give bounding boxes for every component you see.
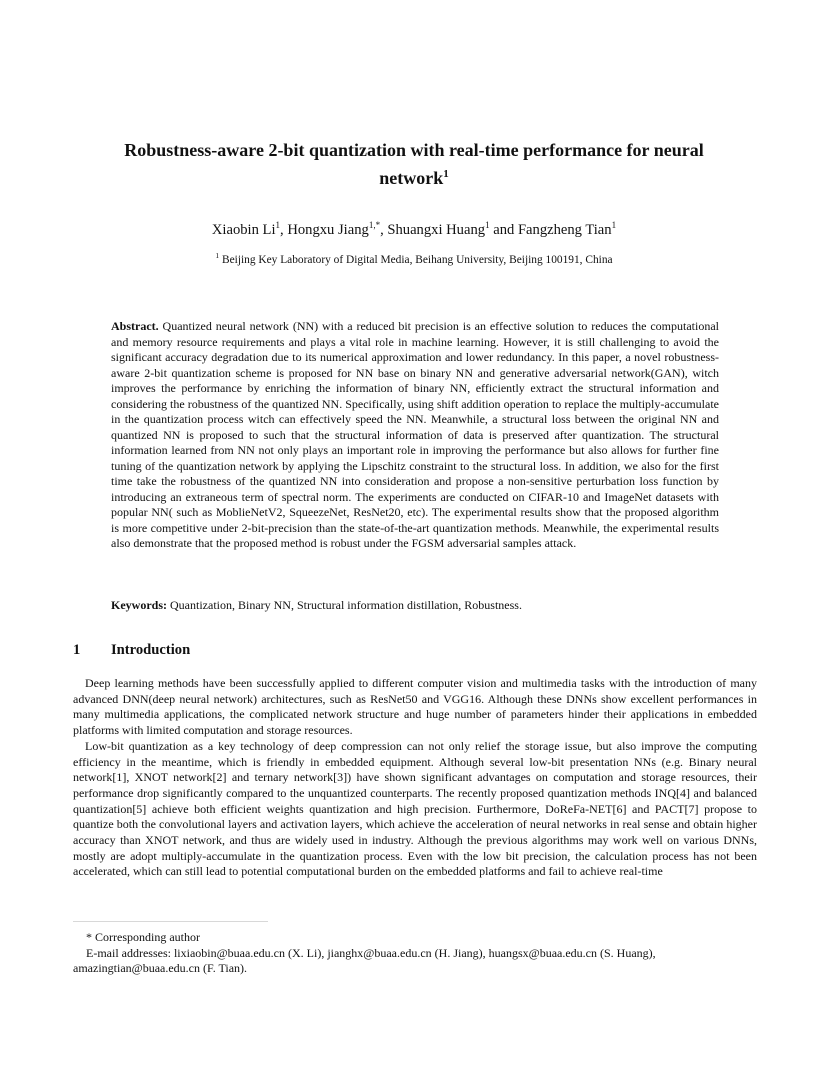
paragraph: Deep learning methods have been successfully applied to different computer vision and multimedia tasks with the introduction of many advanced DNN(deep neural network) architectures, such as ResNet50 and VGG16. Although these DNNs show excellent performances in many multimedia applications, the complicated network structure and huge number of parameters hinder their applications in embedded platforms with limited computation and storage resources.: [73, 676, 757, 738]
affiliation-mark: 1: [215, 251, 220, 260]
affiliation: [90, 248, 738, 268]
section-heading: [73, 640, 373, 660]
paragraph: Low-bit quantization as a key technology of deep compression can not only relief the storage issue, but also improve the computing efficiency in the meantime, which is friendly in embedded equipment. Although several low-bit presentation NNs (e.g. Binary neural network[1], XNOT network[2] and ternary network[3]) have shown significant advantages on computation and storage resources, their performance drop significantly compared to the unquantized counterparts. The recently proposed quantization methods INQ[4] and balanced quantization[5] achieve both efficient weights quantization and high precision. Furthermore, DoReFa-NET[6] and PACT[7] propose to quantize both the convolutional layers and activation layers, which achieve the acceleration of neural networks in real sense and obtain higher accuracy than XNOT network, and thus are widely used in industry. Although the previous algorithms may work well on various DNNs, mostly are adopt multiply-accumulate in the quantization process. Even with the low bit precision, the calculation process has not been accelerated, which can still lead to potential computational burden on the embedded platforms and fail to achieve real-time: [73, 738, 757, 879]
email-addresses-continued: amazingtian@buaa.edu.cn (F. Tian).: [73, 961, 248, 976]
corresponding-author-note: * Corresponding author: [86, 930, 200, 944]
section-title: Introduction: [111, 642, 191, 658]
abstract-label: Abstract.: [111, 319, 159, 333]
title-footnote-mark: 1: [443, 168, 449, 180]
footnotes: [73, 930, 757, 977]
keywords-text: Quantization, Binary NN, Structural information distillation, Robustness.: [170, 598, 522, 612]
title-text: Robustness-aware 2-bit quantization with real-time performance for neural network: [124, 140, 704, 188]
author: Hongxu Jiang$^{1,*}$,: [287, 220, 388, 238]
keywords: [111, 598, 719, 614]
affiliation-text: Beijing Key Laboratory of Digital Media, Beihang University, Beijing 100191, China: [222, 253, 613, 266]
author-list: [90, 215, 738, 240]
author: Shuangxi Huang$^1$ and: [387, 220, 518, 238]
author: Xiaobin Li$^1$,: [211, 220, 288, 238]
section-number: 1: [73, 642, 81, 658]
author: Fangzheng Tian$^1$: [517, 220, 617, 238]
abstract-text: Quantized neural network (NN) with a reduced bit precision is an effective solution to reduces the computational and memory resource requirements and plays a vital role in machine learning. However, it is still challenging to avoid the significant accuracy degradation due to its numerical approximation and lower redundancy. In this paper, a novel robustness-aware 2-bit quantization scheme is proposed for NN base on binary NN and generative adversarial network(GAN), witch improves the performance by enriching the information of binary NN, efficiently extract the structural information and considering the robustness of the quantized NN. Specifically, using shift addition operation to replace the multiply-accumulate in the quantization process witch can effectively speed the NN. Meanwhile, a structural loss between the original NN and quantized NN is proposed to such that the structural information of data is preserved after quantization. The structural information learned from NN not only plays an important role in improving the performance but also allows for further fine tuning of the quantization network by applying the Lipschitz constraint to the structural loss. In addition, we also for the first time take the robustness of the quantized NN into consideration and propose a non-sensitive perturbation loss function by introducing an extraneous term of spectral norm. The experiments are conducted on CIFAR-10 and ImageNet datasets with popular NN( such as MoblieNetV2, SqueezeNet, ResNet20, etc). The experimental results show that the proposed algorithm is more competitive under 2-bit-precision than the state-of-the-art quantization methods. Meanwhile, the experimental results also demonstrate that the proposed method is robust under the FGSM adversarial samples attack.: [111, 319, 719, 550]
footnote-divider: [73, 921, 268, 922]
abstract: [111, 319, 719, 552]
paper-title: [90, 138, 738, 190]
keywords-label: Keywords:: [111, 598, 167, 612]
email-addresses: E-mail addresses: lixiaobin@buaa.edu.cn (X. Li), jianghx@buaa.edu.cn (H. Jiang), huangsx@buaa.edu.cn (S. Huang),: [86, 945, 656, 960]
introduction-body: [73, 676, 757, 880]
